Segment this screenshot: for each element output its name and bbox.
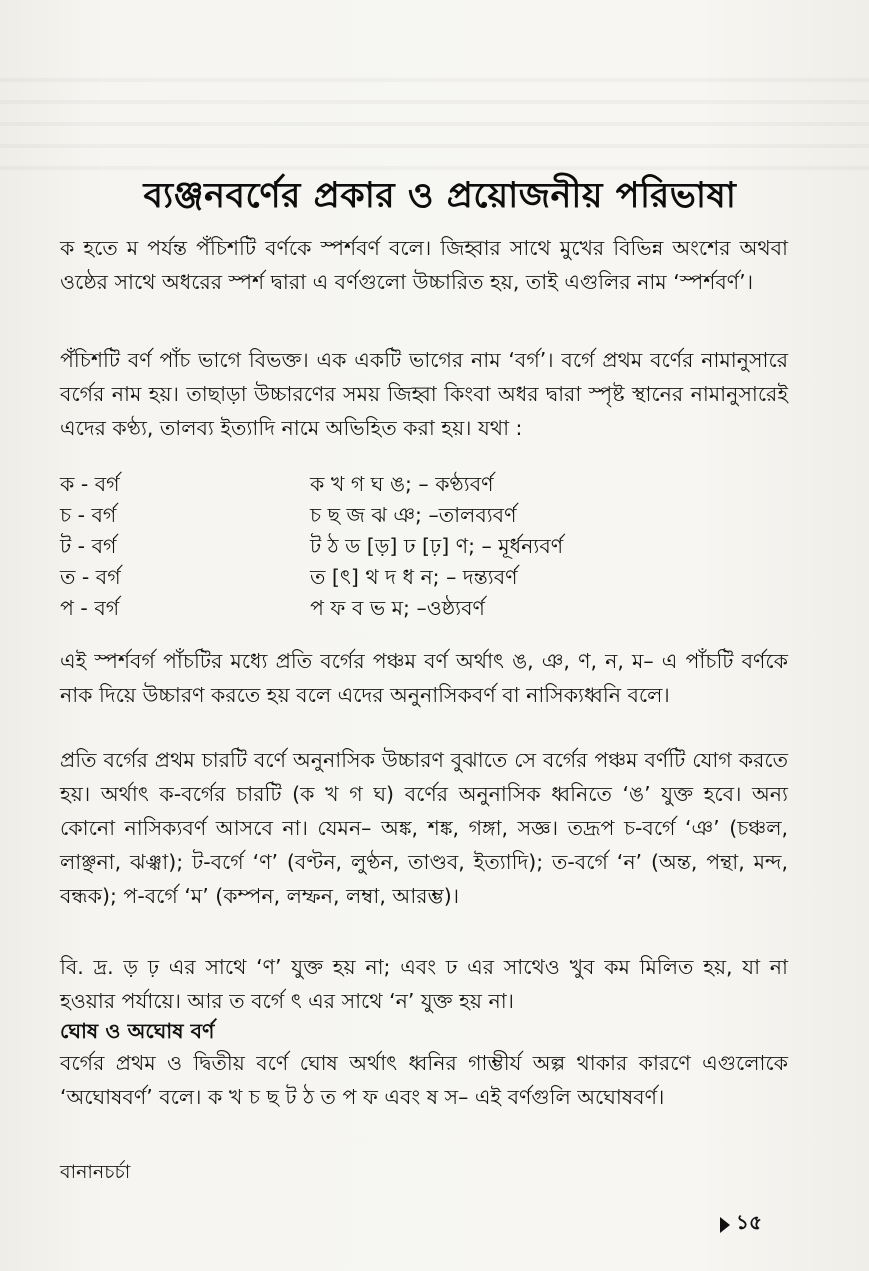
paragraph-aghosh: বর্গের প্রথম ও দ্বিতীয় বর্ণে ঘোষ অর্থাৎ ধ্বনির গাম্ভীর্য অল্প থাকার কারণে এগুলোকে ‘অঘোষবর্ণ’ বলে। ক খ চ ছ ট ঠ ত প ফ এবং ষ স– এই বর্ণগুলি অঘোষবর্ণ।	[60, 1051, 788, 1109]
varga-letters: চ ছ জ ঝ ঞ; –তালব্যবর্ণ	[310, 502, 517, 527]
varga-label: চ - বর্গ	[60, 502, 117, 527]
varga-label: ট - বর্গ	[60, 533, 117, 558]
bleed-through-texture	[0, 60, 869, 170]
varga-letters: ত [ৎ] থ দ ধ ন; – দন্ত্যবর্ণ	[310, 564, 518, 589]
section-heading-ghosh-aghosh: ঘোষ ও অঘোষ বর্ণ	[60, 1019, 215, 1043]
paragraph-nasal-letters: এই স্পর্শবর্গ পাঁচটির মধ্যে প্রতি বর্গের পঞ্চম বর্ণ অর্থাৎ ঙ, ঞ, ণ, ন, ম– এ পাঁচটি বর্ণকে নাক দিয়ে উচ্চারণ করতে হয় বলে এদের অনুনাসিকবর্ণ বা নাসিক্যধ্বনি বলে।	[60, 649, 788, 707]
paragraph-sparsha-definition: ক হতে ম পর্যন্ত পঁচিশটি বর্ণকে স্পর্শবর্ণ বলে। জিহ্বার সাথে মুখের বিভিন্ন অংশের অথবা ওষ্ঠের সাথে অধরের স্পর্শ দ্বারা এ বর্ণগুলো উচ্চারিত হয়, তাই এগুলির নাম ‘স্পর্শবর্ণ’।	[60, 236, 788, 294]
table-row	[60, 532, 800, 563]
paragraph-nasal-usage: প্রতি বর্গের প্রথম চারটি বর্ণে অনুনাসিক উচ্চারণ বুঝাতে সে বর্গের পঞ্চম বর্ণটি যোগ করতে হয়। অর্থাৎ ক-বর্গের চারটি (ক খ গ ঘ) বর্ণের অনুনাসিক ধ্বনিতে ‘ঙ’ যুক্ত হবে। অন্য কোনো নাসিক্যবর্ণ আসবে না। যেমন– অঙ্ক, শঙ্ক, গঙ্গা, সজ্ঞ। তদ্রূপ চ-বর্গে ‘ঞ’ (চঞ্চল, লাঞ্ছনা, ঝঞ্ঝা); ট-বর্গে ‘ণ’ (বণ্টন, লুণ্ঠন, তাণ্ডব, ইত্যাদি); ত-বর্গে ‘ন’ (অন্ত, পন্থা, মন্দ, বন্ধক); প-বর্গে ‘ম’ (কম্পন, লম্ফন, লম্বা, আরম্ভ)।	[60, 748, 788, 908]
table-row	[60, 501, 800, 532]
varga-table	[60, 470, 800, 625]
page-title: ব্যঞ্জনবর্ণের প্রকার ও প্রয়োজনীয় পরিভাষা	[143, 176, 737, 216]
table-row	[60, 594, 800, 625]
page-number-text: ১৫	[736, 1210, 762, 1234]
paragraph-note: বি. দ্র. ড় ঢ় এর সাথে ‘ণ’ যুক্ত হয় না; এবং ঢ এর সাথেও খুব কম মিলিত হয়, যা না হওয়ার পর্যায়ে। আর ত বর্গে ৎ এর সাথে ‘ন’ যুক্ত হয় না।	[60, 955, 788, 1013]
varga-label: ত - বর্গ	[60, 564, 121, 589]
page-number	[720, 1208, 762, 1241]
varga-label: ক - বর্গ	[60, 471, 120, 496]
varga-letters: ট ঠ ড [ড়] ঢ [ঢ়] ণ; – মূর্ধন্যবর্ণ	[310, 533, 564, 558]
paragraph-varga-division: পঁচিশটি বর্ণ পাঁচ ভাগে বিভক্ত। এক একটি ভাগের নাম ‘বর্গ’। বর্গে প্রথম বর্ণের নামানুসারে বর্গের নাম হয়। তাছাড়া উচ্চারণের সময় জিহ্বা কিংবা অধর দ্বারা স্পৃষ্ট স্থানের নামানুসারেই এদের কণ্ঠ্য, তালব্য ইত্যাদি নামে অভিহিত করা হয়। যথা :	[60, 348, 788, 440]
table-row	[60, 563, 800, 594]
triangle-right-icon	[720, 1217, 730, 1233]
varga-letters: প ফ ব ভ ম; –ওষ্ঠ্যবর্ণ	[310, 595, 485, 620]
table-row	[60, 470, 800, 501]
book-name-footer: বানানচর্চা	[60, 1161, 131, 1183]
varga-label: প - বর্গ	[60, 595, 120, 620]
varga-letters: ক খ গ ঘ ঙ; – কণ্ঠ্যবর্ণ	[310, 471, 494, 496]
